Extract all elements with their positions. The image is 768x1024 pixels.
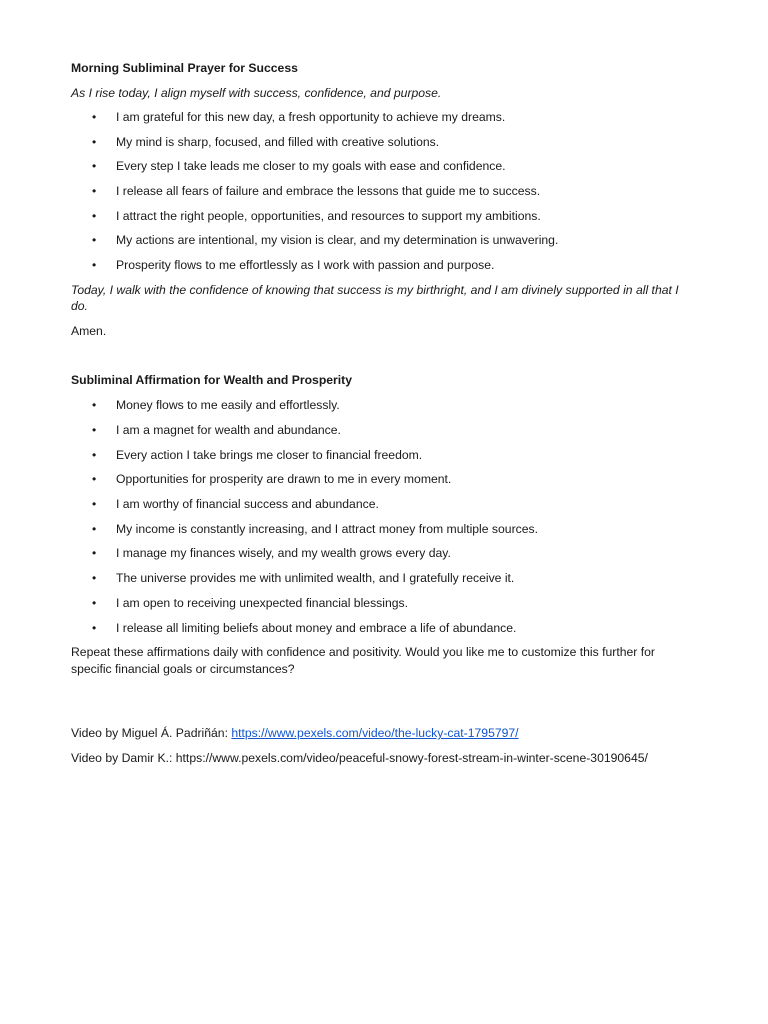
list-item <box>71 183 681 200</box>
list-item <box>71 257 681 274</box>
credit-1-link[interactable]: https://www.pexels.com/video/the-lucky-cat-1795797/ <box>231 726 519 741</box>
bullet-icon: • <box>92 423 97 437</box>
prayer-list <box>71 109 681 274</box>
wealth-list <box>71 397 681 636</box>
list-item <box>71 595 681 612</box>
bullet-icon: • <box>92 472 97 487</box>
video-credit-2: Video by Damir K.: https://www.pexels.com/video/peaceful-snowy-forest-stream-in-winter-scene-30190645/ <box>71 750 648 765</box>
list-item-text: My income is constantly increasing, and I attract money from multiple sources. <box>116 521 538 536</box>
list-item <box>71 620 681 637</box>
bullet-icon: • <box>92 208 97 223</box>
list-item-text: I manage my finances wisely, and my wealth grows every day. <box>116 546 451 561</box>
list-item <box>71 521 681 538</box>
prayer-closing: Today, I walk with the confidence of knowing that success is my birthright, and I am divinely supported in all that I do. <box>71 282 679 314</box>
list-item <box>71 134 681 151</box>
wealth-closing: Repeat these affirmations daily with confidence and positivity. Would you like me to customize this further for specific financial goals or circumstances? <box>71 645 655 676</box>
bullet-icon: • <box>92 398 97 413</box>
list-item-text: Opportunities for prosperity are drawn to me in every moment. <box>116 472 452 487</box>
bullet-icon: • <box>92 521 97 536</box>
list-item-text: Every step I take leads me closer to my goals with ease and confidence. <box>116 159 506 174</box>
bullet-icon: • <box>92 447 97 462</box>
list-item-text: I release all limiting beliefs about money and embrace a life of abundance. <box>116 620 517 635</box>
list-item-text: Money flows to me easily and effortlessly. <box>116 398 340 413</box>
credit-1-prefix: Video by Miguel Á. Padriñán: <box>71 726 232 741</box>
section-title-prayer: Morning Subliminal Prayer for Success <box>71 61 298 75</box>
list-item-text: I am a magnet for wealth and abundance. <box>116 423 341 437</box>
list-item-text: I am grateful for this new day, a fresh opportunity to achieve my dreams. <box>116 110 506 124</box>
prayer-amen: Amen. <box>71 323 107 338</box>
bullet-icon: • <box>92 110 97 124</box>
bullet-icon: • <box>92 620 97 635</box>
bullet-icon: • <box>92 233 97 248</box>
video-credit-1 <box>71 725 681 742</box>
list-item <box>71 570 681 587</box>
section-title-wealth: Subliminal Affirmation for Wealth and Prosperity <box>71 372 353 387</box>
bullet-icon: • <box>92 571 97 586</box>
bullet-icon: • <box>92 595 97 610</box>
list-item-text: The universe provides me with unlimited wealth, and I gratefully receive it. <box>116 571 515 586</box>
list-item-text: My actions are intentional, my vision is clear, and my determination is unwavering. <box>116 233 559 248</box>
list-item-text: I attract the right people, opportunities, and resources to support my ambitions. <box>116 208 541 223</box>
list-item <box>71 496 681 513</box>
document-body <box>71 60 681 774</box>
list-item <box>71 447 681 464</box>
list-item-text: My mind is sharp, focused, and filled with creative solutions. <box>116 134 440 149</box>
list-item <box>71 471 681 488</box>
bullet-icon: • <box>92 134 97 149</box>
list-item <box>71 545 681 562</box>
bullet-icon: • <box>92 546 97 561</box>
list-item <box>71 109 681 126</box>
list-item <box>71 232 681 249</box>
list-item <box>71 158 681 175</box>
list-item-text: Every action I take brings me closer to financial freedom. <box>116 447 423 462</box>
list-item <box>71 422 681 439</box>
bullet-icon: • <box>92 184 97 199</box>
list-item-text: I am open to receiving unexpected financial blessings. <box>116 595 409 610</box>
bullet-icon: • <box>92 497 97 512</box>
prayer-intro: As I rise today, I align myself with success, confidence, and purpose. <box>71 85 442 100</box>
list-item-text: Prosperity flows to me effortlessly as I work with passion and purpose. <box>116 258 495 273</box>
bullet-icon: • <box>92 258 97 273</box>
list-item-text: I release all fears of failure and embrace the lessons that guide me to success. <box>116 184 541 199</box>
bullet-icon: • <box>92 159 97 174</box>
list-item <box>71 397 681 414</box>
list-item <box>71 208 681 225</box>
list-item-text: I am worthy of financial success and abundance. <box>116 497 379 512</box>
